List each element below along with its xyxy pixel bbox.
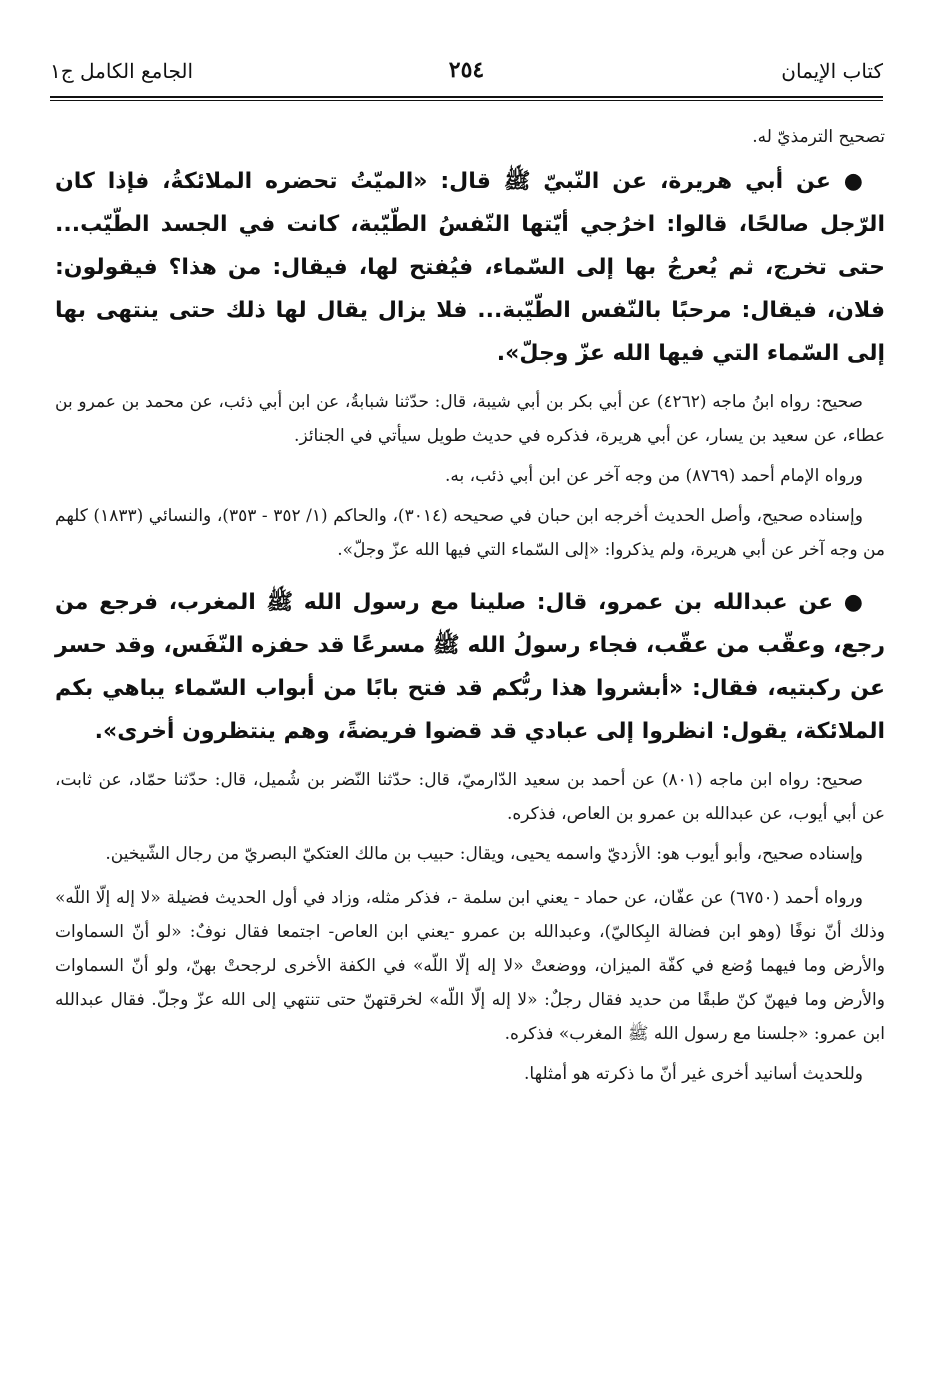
hadith-text-1: ● عن أبي هريرة، عن النّبيّ ﷺ قال: «الميّتُ تحضره الملائكةُ، فإذا كان الرّجل صالحًا، قالوا: اخرُجي أيّتها النّفسُ الطّيّبة، كانت في الجسد الطّيّب... حتى تخرج، ثم يُعرجُ بها إلى السّماء، فيُفتح لها، فيقال: من هذا؟ فيقولون: فلان، فيقال: مرحبًا بالنّفس الطّيّبة... فلا يزال يقال لها ذلك حتى ينتهى بها إلى السّماء التي فيها الله عزّ وجلّ».	[55, 169, 885, 366]
header-rule	[50, 96, 883, 98]
header-rule-thin	[50, 100, 883, 101]
page-header	[50, 55, 883, 95]
takhrij-paragraph: وإسناده صحيح، وأصل الحديث أخرجه ابن حبان في صحيحه (٣٠١٤)، والحاكم (١/ ٣٥٢ - ٣٥٣)، والنسائي (١٨٣٣) كلهم من وجه آخر عن أبي هريرة، ولم يذكروا: «إلى السّماء التي فيها الله عزّ وجلّ».	[55, 506, 885, 560]
takhrij-paragraph: ورواه أحمد (٦٧٥٠) عن عفّان، عن حماد - يعني ابن سلمة -، فذكر مثله، وزاد في أول الحديث فضيلة «لا إله إلّا اللّه» وذلك أنّ نوفًا (وهو ابن فضالة البِكاليّ)، وعبدالله بن عمرو -يعني ابن العاص- اجتمعا فقال نوفٌ: «لو أنّ السماوات والأرض وما فيهما وُضع في كفّة الميزان، ووضعتْ «لا إله إلّا اللّه» في الكفة الأخرى لرجحتْ بهنّ، ولو أنّ السماوات والأرض وما فيهنّ كنّ طبقًا من حديد فقال رجلٌ: «لا إله إلّا اللّه» لخرقتهنّ حتى تنتهي إلى الله عزّ وجلّ. فقال عبدالله ابن عمرو: «جلسنا مع رسول الله ﷺ المغرب» فذكره.	[55, 888, 885, 1044]
takhrij-paragraph: صحيح: رواه ابنُ ماجه (٤٢٦٢) عن أبي بكر بن أبي شيبة، قال: حدّثنا شبابةُ، عن ابن أبي ذئب، عن محمد بن عمرو بن عطاء، عن سعيد بن يسار، عن أبي هريرة، فذكره في حديث طويل سيأتي في الجنائز.	[55, 392, 885, 446]
takhrij-paragraph: وإسناده صحيح، وأبو أيوب هو: الأزديّ واسمه يحيى، ويقال: حبيب بن مالك العتكيّ البصريّ من رجال الشّيخين.	[105, 844, 863, 864]
hadith-text-2: ● عن عبدالله بن عمرو، قال: صلينا مع رسول الله ﷺ المغرب، فرجع من رجع، وعقّب من عقّب، فجاء رسولُ الله ﷺ مسرعًا قد حفزه النّفَس، وقد حسر عن ركبتيه، فقال: «أبشروا هذا ربُّكم قد فتح بابًا من أبواب السّماء يباهي بكم الملائكة، يقول: انظروا إلى عبادي قد قضوا فريضةً، وهم ينتظرون أخرى».	[55, 590, 885, 744]
book-title: كتاب الإيمان	[781, 59, 883, 83]
paragraph-intro: تصحيح الترمذيّ له.	[752, 127, 885, 147]
takhrij-paragraph: ورواه الإمام أحمد (٨٧٦٩) من وجه آخر عن ابن أبي ذئب، به.	[444, 466, 863, 486]
page-body	[55, 120, 885, 1091]
closing-paragraph: وللحديث أسانيد أخرى غير أنّ ما ذكرته هو أمثلها.	[524, 1064, 863, 1084]
series-title: الجامع الكامل ج١	[50, 59, 194, 83]
page-number: ٢٥٤	[448, 57, 485, 83]
takhrij-paragraph: صحيح: رواه ابن ماجه (٨٠١) عن أحمد بن سعيد الدّارميّ، قال: حدّثنا النّضر بن شُميل، قال: حدّثنا حمّاد، عن ثابت، عن أبي أيوب، عن عبدالله بن عمرو بن العاص، فذكره.	[55, 770, 885, 824]
